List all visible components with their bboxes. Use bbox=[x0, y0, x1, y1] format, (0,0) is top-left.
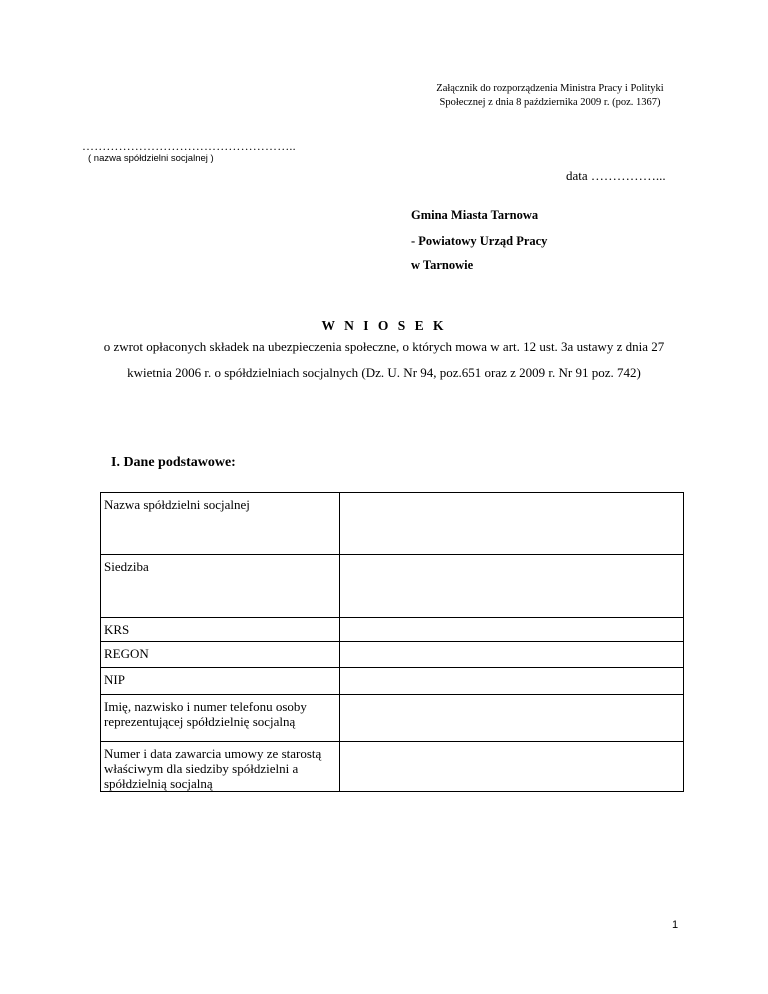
row-value-field[interactable] bbox=[340, 668, 684, 695]
row-label: KRS bbox=[101, 618, 340, 642]
row-value-field[interactable] bbox=[340, 695, 684, 742]
cooperative-name-placeholder: …………………………………………….. bbox=[82, 139, 296, 153]
date-line: data ……………... bbox=[566, 168, 666, 183]
annex-note-line-2: Społecznej z dnia 8 października 2009 r. (poz. 1367) bbox=[439, 97, 661, 108]
table-row bbox=[101, 668, 684, 695]
page-number: 1 bbox=[672, 919, 679, 931]
row-value-field[interactable] bbox=[340, 618, 684, 642]
addressee-line-1: Gmina Miasta Tarnowa bbox=[411, 208, 539, 222]
annex-note bbox=[420, 82, 680, 110]
table-row bbox=[101, 742, 684, 792]
annex-note-line-1: Załącznik do rozporządzenia Ministra Pracy i Polityki bbox=[436, 83, 664, 94]
row-value-field[interactable] bbox=[340, 642, 684, 668]
addressee-line-3: w Tarnowie bbox=[411, 258, 474, 272]
section-heading: I. Dane podstawowe: bbox=[111, 455, 236, 470]
row-label: Imię, nazwisko i numer telefonu osoby reprezentującej spółdzielnię socjalną bbox=[101, 695, 340, 742]
row-value-field[interactable] bbox=[340, 555, 684, 618]
document-title: W N I O S E K bbox=[321, 318, 447, 333]
cooperative-name-caption: ( nazwa spółdzielni socjalnej ) bbox=[88, 153, 214, 164]
addressee-line-2: - Powiatowy Urząd Pracy bbox=[411, 234, 548, 248]
row-label: Siedziba bbox=[101, 555, 340, 618]
table-row bbox=[101, 618, 684, 642]
table-row bbox=[101, 642, 684, 668]
row-value-field[interactable] bbox=[340, 493, 684, 555]
row-label: REGON bbox=[101, 642, 340, 668]
table-row bbox=[101, 555, 684, 618]
row-label: Nazwa spółdzielni socjalnej bbox=[101, 493, 340, 555]
row-value-field[interactable] bbox=[340, 742, 684, 792]
table-row bbox=[101, 493, 684, 555]
basic-data-table bbox=[100, 492, 684, 792]
document-subtitle: o zwrot opłaconych składek na ubezpieczenia społeczne, o których mowa w art. 12 ust. 3a ustawy z dnia 27 kwietnia 2006 r. o spółdzielniach socjalnych (Dz. U. Nr 94, poz.651 oraz z 2009 r. Nr 91 poz. 742) bbox=[103, 339, 665, 380]
table-row bbox=[101, 695, 684, 742]
row-label: Numer i data zawarcia umowy ze starostą właściwym dla siedziby spółdzielni a spółdzielnią socjalną bbox=[101, 742, 340, 792]
row-label: NIP bbox=[101, 668, 340, 695]
